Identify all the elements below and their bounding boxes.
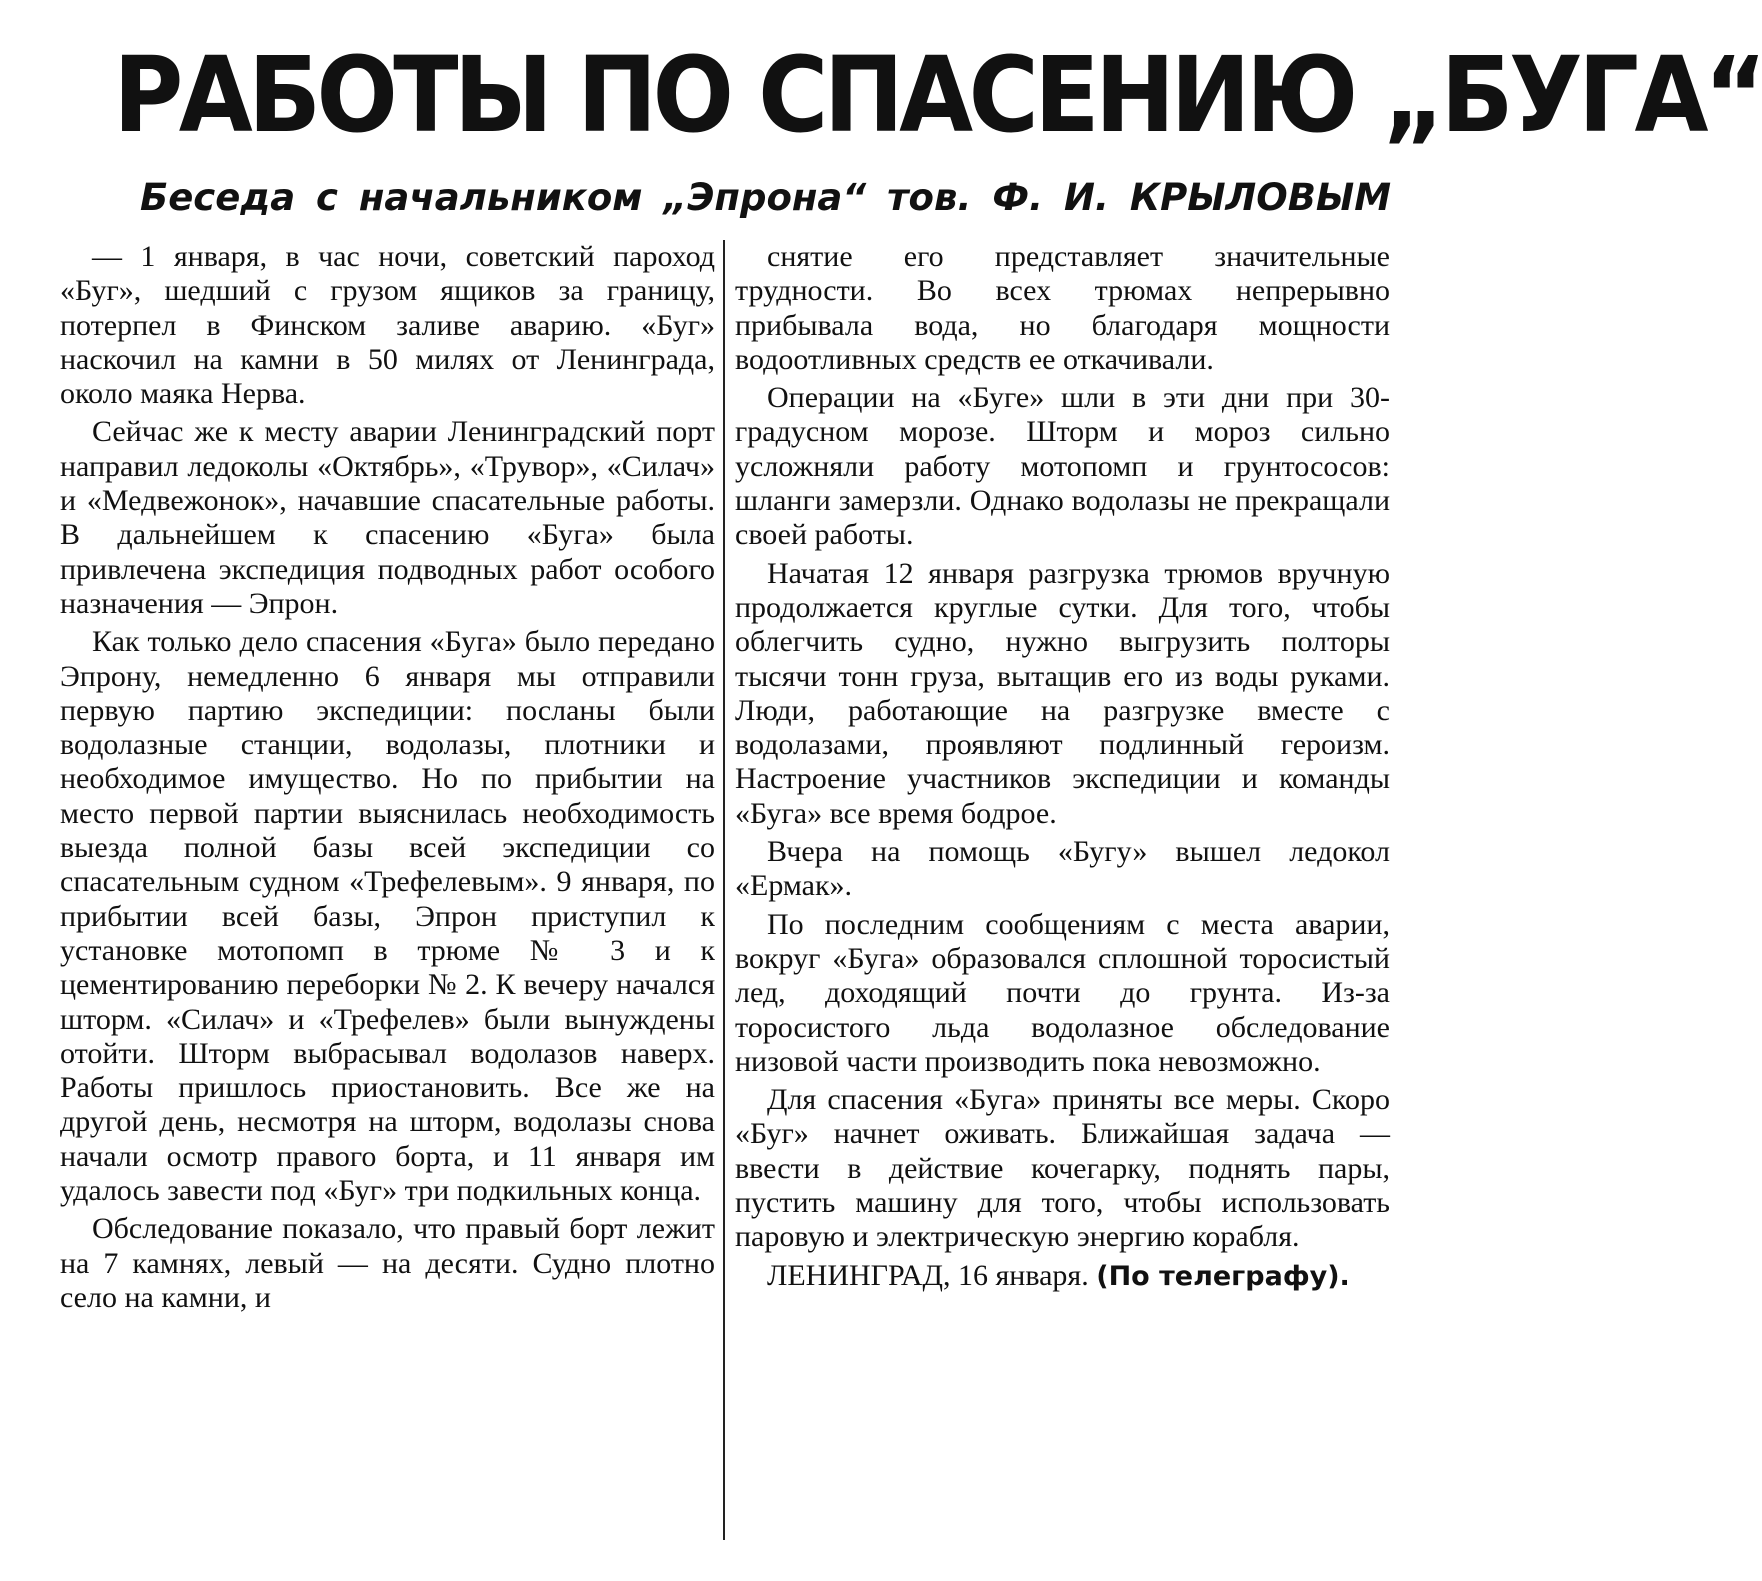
- paragraph-ermak: Вчера на помощь «Бугу» вышел ледокол «Ермак».: [735, 835, 1390, 903]
- right-column: [735, 240, 1390, 1294]
- paragraph-ice: По последним сообщениям с места аварии, вокруг «Буга» образовался сплошной торосистый лед, доходящий почти до грунта. Из-за торосистого льда водолазное обследование низовой части производить пока невозможно.: [735, 907, 1390, 1078]
- paragraph-expedition: Как только дело спасения «Буга» было передано Эпрону, немедленно 6 января мы отправили первую партию экспедиции: посланы были водолазные станции, водолазы, плотники и необходимое имущество. Но по прибытии на место первой партии выяснилась необходимость выезда полной базы всей экспедиции со спасательным судном «Трефелевым». 9 января, по прибытии всей базы, Эпрон приступил к установке мотопомп в трюме № 3 и к цементированию переборки № 2. К вечеру начался шторм. «Силач» и «Трефелев» были вынуждены отойти. Шторм выбрасывал водолазов наверх. Работы пришлось приостановить. Все же на другой день, несмотря на шторм, водолазы снова начали осмотр правого борта, и 11 января им удалось завести под «Буг» три подкильных конца.: [60, 625, 715, 1208]
- paragraph-unloading: Начатая 12 января разгрузка трюмов вручную продолжается круглые сутки. Для того, чтобы облегчить судно, нужно выгрузить полторы тысячи тонн груза, вытащив его из воды руками. Люди, работающие на разгрузке вместе с водолазами, проявляют подлинный героизм. Настроение участников экспедиции и команды «Буга» все время бодрое.: [735, 556, 1390, 830]
- column-divider: [723, 240, 725, 1540]
- paragraph-measures: Для спасения «Буга» приняты все меры. Скоро «Буг» начнет оживать. Ближайшая задача — ввести в действие кочегарку, поднять пары, пустить машину для того, чтобы использовать паровую и электрическую энергию корабля.: [735, 1083, 1390, 1254]
- article-headline: РАБОТЫ ПО СПАСЕНИЮ „БУГА“: [113, 34, 1762, 156]
- article-subheadline: Беседа с начальником „Эпрона“ тов. Ф. И. КРЫЛОВЫМ: [140, 176, 1392, 219]
- telegraph-note: (По телеграфу).: [1096, 1260, 1350, 1292]
- paragraph-survey: Обследование показало, что правый борт лежит на 7 камнях, левый — на десяти. Судно плотно село на камни, и: [60, 1212, 715, 1314]
- paragraph-accident: — 1 января, в час ночи, советский пароход «Буг», шедший с грузом ящиков за границу, потерпел в Финском заливе аварию. «Буг» наскочил на камни в 50 милях от Ленинграда, около маяка Нерва.: [60, 240, 715, 411]
- left-column: [60, 240, 715, 1319]
- dateline: [735, 1259, 1390, 1294]
- paragraph-frost: Операции на «Буге» шли в эти дни при 30-градусном морозе. Шторм и мороз сильно усложняли работу мотопомп и грунтососов: шланги замерзли. Однако водолазы не прекращали своей работы.: [735, 381, 1390, 552]
- dateline-text: ЛЕНИНГРАД, 16 января.: [767, 1258, 1089, 1292]
- paragraph-icebreakers: Сейчас же к месту аварии Ленинградский порт направил ледоколы «Октябрь», «Трувор», «Силач» и «Медвежонок», начавшие спасательные работы. В дальнейшем к спасению «Буга» была привлечена экспедиция подводных работ особого назначения — Эпрон.: [60, 415, 715, 620]
- paragraph-difficulties: снятие его представляет значительные трудности. Во всех трюмах непрерывно прибывала вода, но благодаря мощности водоотливных средств ее откачивали.: [735, 240, 1390, 376]
